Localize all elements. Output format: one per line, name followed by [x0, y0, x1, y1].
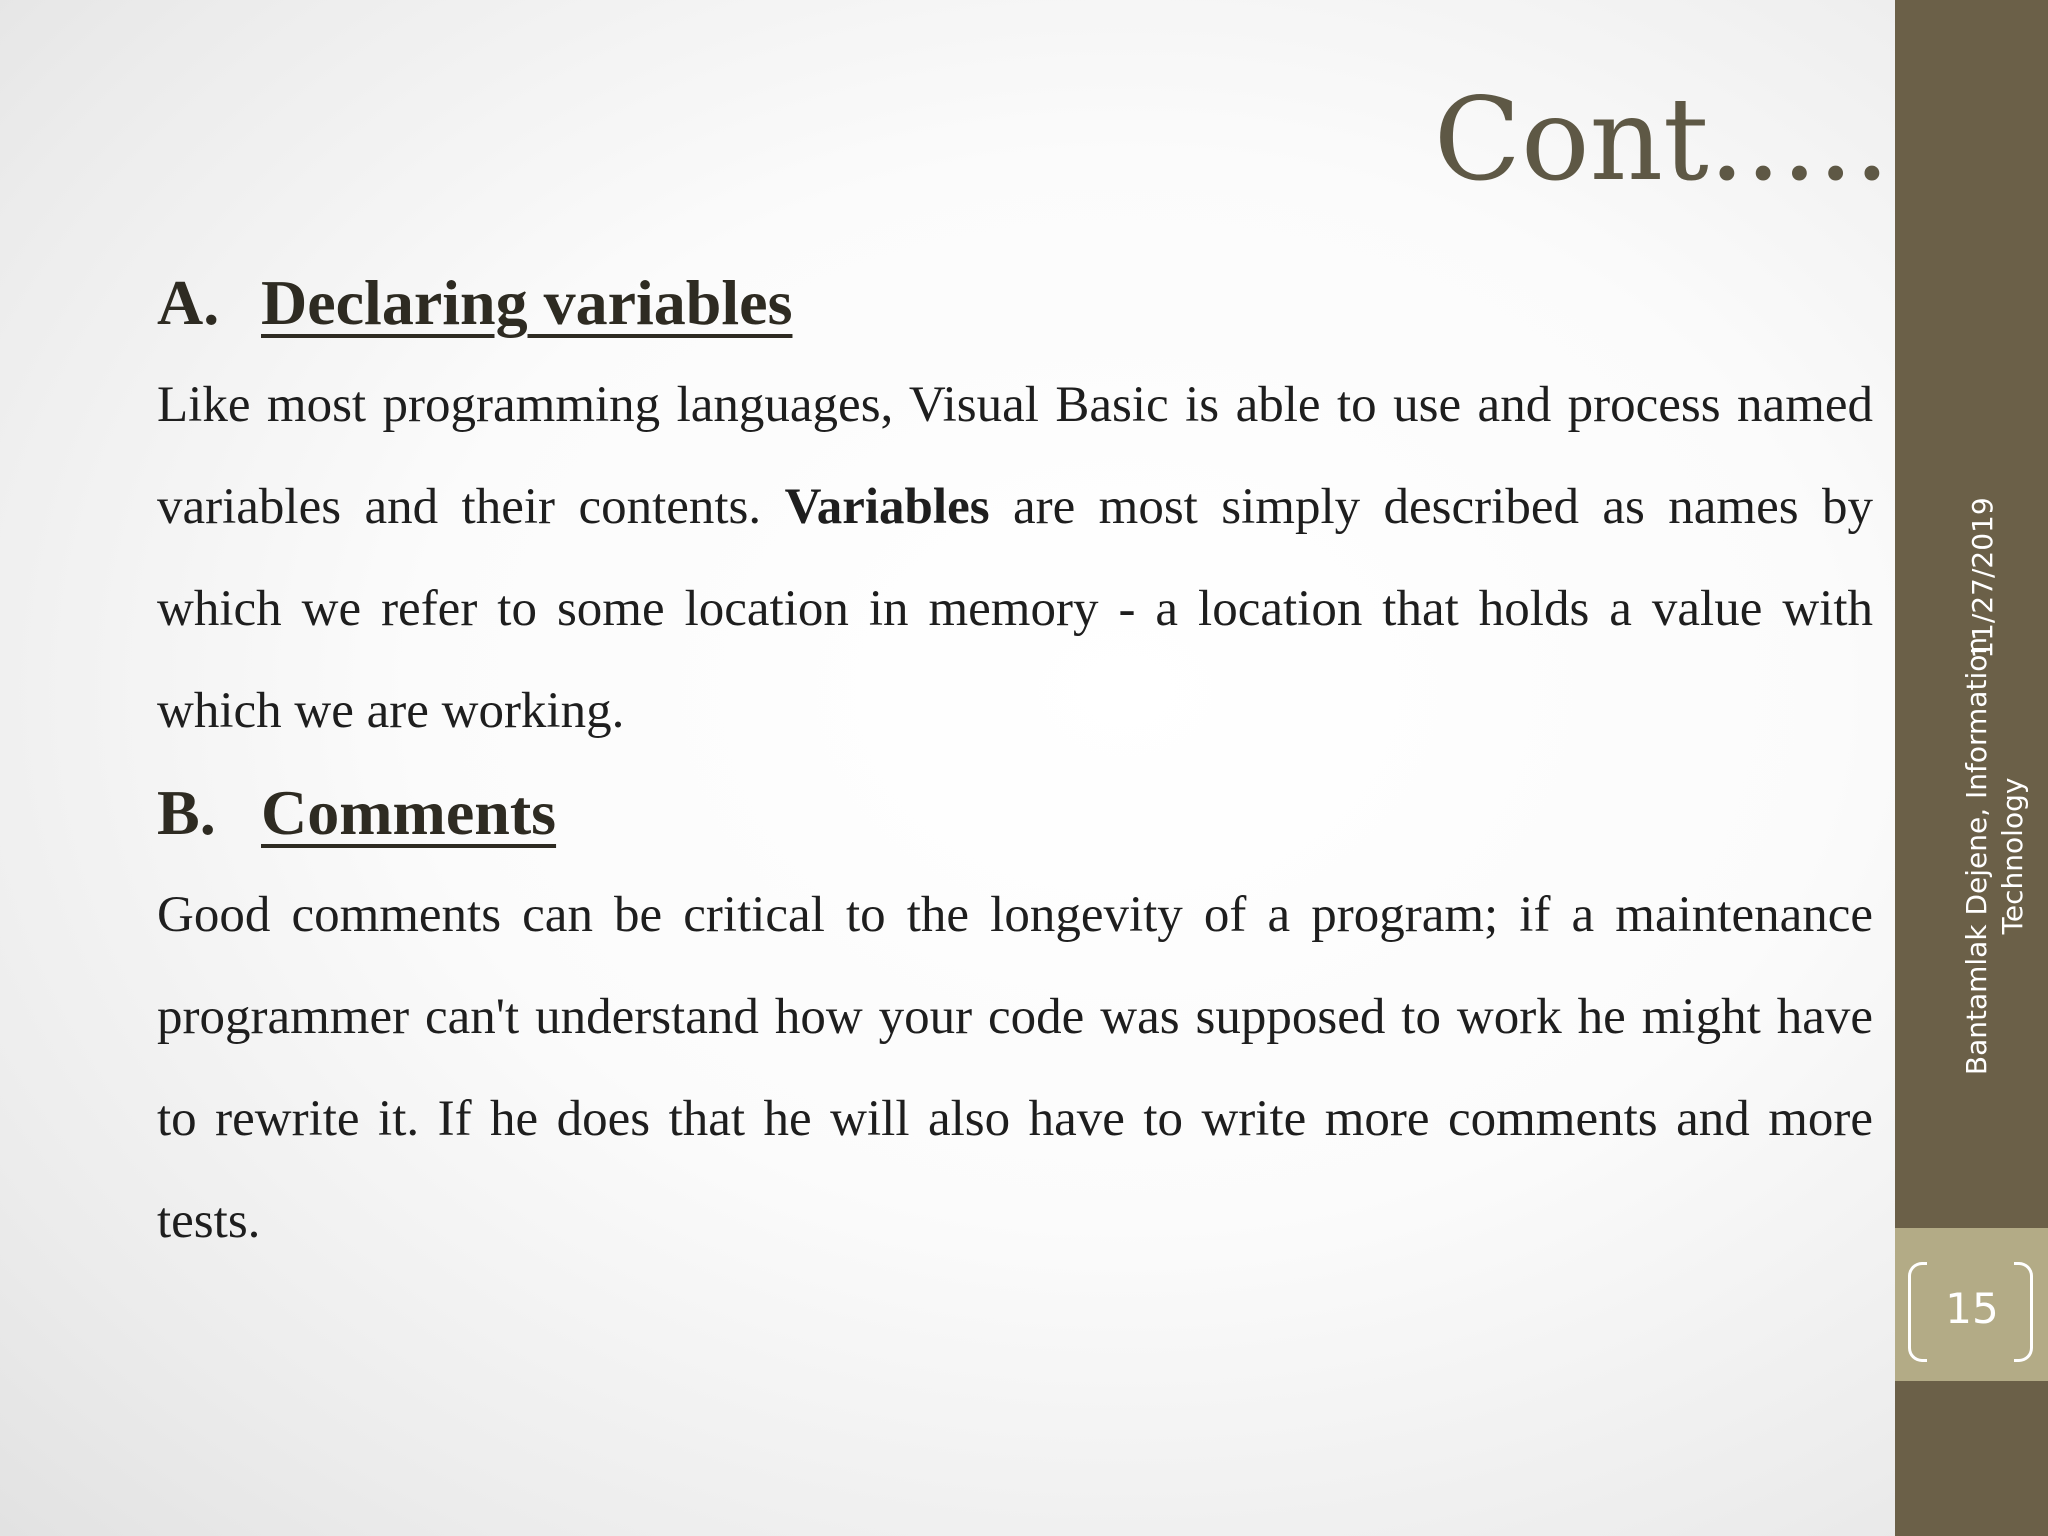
section-a-letter: A.: [157, 267, 220, 338]
slide-content: [157, 260, 1873, 1272]
section-b-paragraph: Good comments can be critical to the longevity of a program; if a maintenance programmer can't understand how your code was supposed to work he might have to rewrite it. If he does that he will also have to write more comments and more tests.: [157, 887, 1873, 1249]
slide-date: 11/27/2019: [1966, 497, 1999, 659]
left-bracket-icon: [1908, 1262, 1927, 1362]
page-number: 15: [1945, 1284, 1999, 1333]
right-bracket-icon: [2014, 1262, 2033, 1362]
section-a-title: Declaring variables: [261, 267, 793, 338]
section-a-bold-term: Variables: [784, 479, 990, 535]
section-a-text-2: are most simply described as names by which we refer to some location in memory - a location that holds a value with which we are working.: [157, 479, 1873, 739]
slide-author: Bantamlak Dejene, Information Technology: [1960, 636, 2029, 1076]
section-b-title: Comments: [261, 777, 557, 848]
section-b-heading: [157, 770, 1873, 856]
slide-title: Cont.....: [1433, 73, 1890, 206]
section-b-letter: B.: [157, 777, 216, 848]
section-a-text-1: Like most programming languages, Visual Basic is able to use and process named variables and their contents.: [157, 377, 1873, 535]
section-a-paragraph: [157, 354, 1873, 762]
section-a-heading: [157, 260, 1873, 346]
